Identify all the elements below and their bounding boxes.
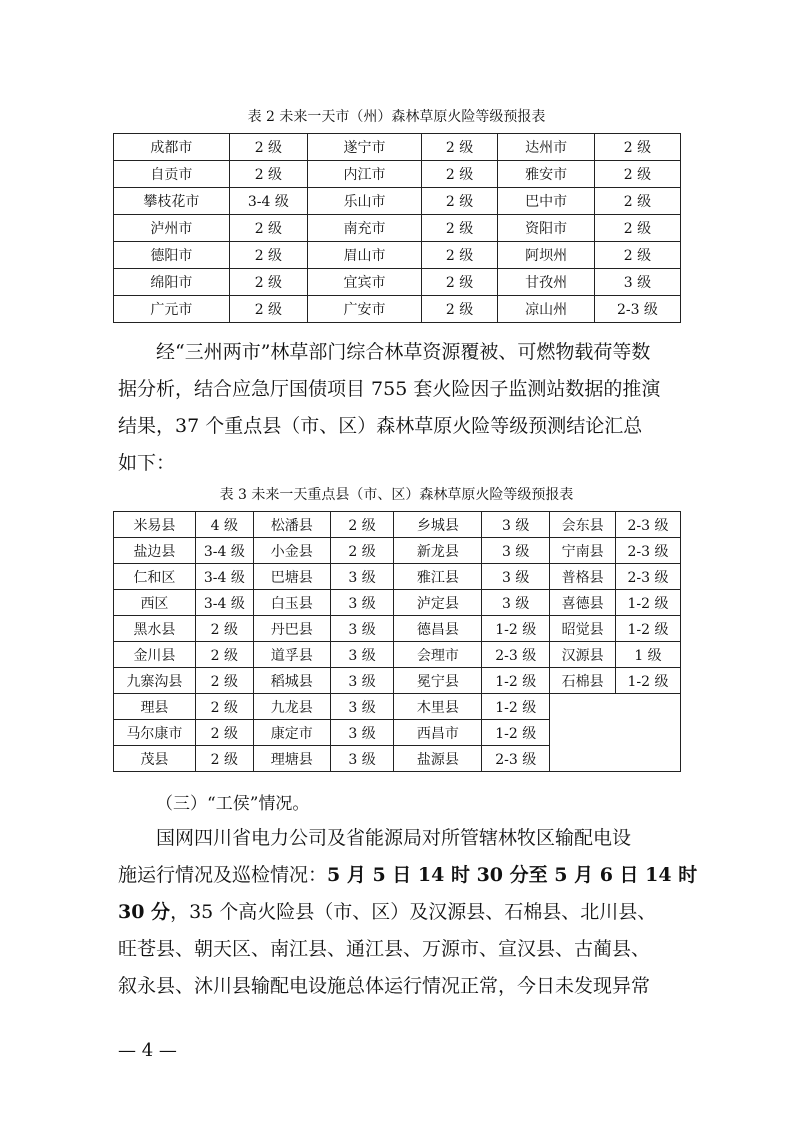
table-cell: 2-3 级 [616, 512, 681, 538]
table-cell: 3 级 [482, 512, 550, 538]
paragraph-line: 如下： [118, 452, 176, 474]
table-cell: 2 级 [421, 296, 497, 323]
table-cell: 3 级 [330, 720, 394, 746]
table-cell: 康定市 [253, 720, 330, 746]
table-cell: 2 级 [229, 134, 307, 161]
table-cell: 西昌市 [394, 720, 482, 746]
table-cell: 3 级 [330, 668, 394, 694]
table-cell: 小金县 [253, 538, 330, 564]
table-cell: 巴中市 [498, 188, 595, 215]
table-row [114, 668, 681, 694]
table-cell: 2 级 [421, 269, 497, 296]
table-cell: 马尔康市 [114, 720, 196, 746]
table-cell: 3 级 [482, 538, 550, 564]
table-cell: 1-2 级 [482, 668, 550, 694]
table-cell: 3 级 [330, 642, 394, 668]
table-cell: 泸州市 [114, 215, 230, 242]
table-cell: 茂县 [114, 746, 196, 772]
table-cell: 盐源县 [394, 746, 482, 772]
paragraph-analysis [118, 334, 678, 482]
table-cell: 丹巴县 [253, 616, 330, 642]
table-cell: 3 级 [330, 564, 394, 590]
table-cell: 南充市 [308, 215, 422, 242]
table-cell: 仁和区 [114, 564, 196, 590]
table-row [114, 296, 681, 323]
section-heading: （三）“工侯”情况。 [156, 794, 310, 814]
table-cell: 2 级 [229, 269, 307, 296]
table-cell: 2 级 [229, 242, 307, 269]
table-cell: 3-4 级 [195, 538, 253, 564]
table-cell: 2 级 [195, 720, 253, 746]
table-cell: 2 级 [195, 642, 253, 668]
text-bold: 30 分 [118, 901, 171, 923]
table-cell: 1-2 级 [616, 668, 681, 694]
table2-caption: 表 2 未来一天市（州）森林草原火险等级预报表 [247, 109, 546, 125]
table-row [114, 564, 681, 590]
table-cell: 2 级 [594, 134, 680, 161]
table-cell: 1-2 级 [482, 720, 550, 746]
table3-caption: 表 3 未来一天重点县（市、区）森林草原火险等级预报表 [219, 487, 574, 503]
table-cell: 眉山市 [308, 242, 422, 269]
table-cell: 2 级 [195, 616, 253, 642]
table-row [114, 215, 681, 242]
paragraph-line: 经“三州两市”林草部门综合林草资源覆被、可燃物载荷等数 [156, 341, 651, 363]
table-cell: 宜宾市 [308, 269, 422, 296]
table-cell: 2 级 [195, 694, 253, 720]
table-cell: 资阳市 [498, 215, 595, 242]
table-cell: 2 级 [229, 161, 307, 188]
table-cell: 3 级 [594, 269, 680, 296]
table-cell: 德阳市 [114, 242, 230, 269]
table-cell: 1-2 级 [482, 694, 550, 720]
table-cell: 2 级 [421, 161, 497, 188]
table-row [114, 512, 681, 538]
table-cell: 遂宁市 [308, 134, 422, 161]
table-cell: 成都市 [114, 134, 230, 161]
table-cell-empty [550, 694, 681, 772]
table-cell: 达州市 [498, 134, 595, 161]
table-cell: 2 级 [229, 296, 307, 323]
table-cell: 2 级 [195, 668, 253, 694]
table-cell: 松潘县 [253, 512, 330, 538]
table-cell: 乐山市 [308, 188, 422, 215]
table-cell: 2 级 [421, 134, 497, 161]
table-cell: 3 级 [330, 694, 394, 720]
table-cell: 2 级 [594, 188, 680, 215]
table-cell: 3 级 [482, 590, 550, 616]
table-cell: 甘孜州 [498, 269, 595, 296]
table-cell: 3 级 [482, 564, 550, 590]
table-cell: 九龙县 [253, 694, 330, 720]
table-cell: 广元市 [114, 296, 230, 323]
table-cell: 自贡市 [114, 161, 230, 188]
paragraph-line: 结果，37 个重点县（市、区）森林草原火险等级预测结论汇总 [118, 415, 643, 437]
table-cell: 3 级 [330, 590, 394, 616]
paragraph-line: 据分析，结合应急厅国债项目 755 套火险因子监测站数据的推演 [118, 378, 661, 400]
table-cell: 昭觉县 [550, 616, 616, 642]
paragraph-line: 旺苍县、朝天区、南江县、通江县、万源市、宣汉县、古蔺县、 [118, 938, 651, 960]
table-cell: 普格县 [550, 564, 616, 590]
table-cell: 1-2 级 [616, 616, 681, 642]
table-cell: 2 级 [594, 161, 680, 188]
table-cell: 石棉县 [550, 668, 616, 694]
table-cell: 2 级 [195, 746, 253, 772]
table-cell: 汉源县 [550, 642, 616, 668]
table-cell: 2 级 [421, 242, 497, 269]
table-row [114, 616, 681, 642]
table-row [114, 694, 681, 720]
table-row [114, 538, 681, 564]
table3 [113, 511, 681, 772]
table-cell: 2-3 级 [482, 642, 550, 668]
table-cell: 2 级 [229, 215, 307, 242]
table-row [114, 134, 681, 161]
table-row [114, 242, 681, 269]
table-cell: 黑水县 [114, 616, 196, 642]
table-cell: 喜德县 [550, 590, 616, 616]
table-cell: 白玉县 [253, 590, 330, 616]
table-cell: 理塘县 [253, 746, 330, 772]
table-cell: 内江市 [308, 161, 422, 188]
table-cell: 2-3 级 [616, 564, 681, 590]
paragraph-line: 国网四川省电力公司及省能源局对所管辖林牧区输配电设 [156, 827, 632, 849]
table-cell: 2 级 [594, 242, 680, 269]
table-cell: 会东县 [550, 512, 616, 538]
table-row [114, 161, 681, 188]
table-cell: 2 级 [330, 538, 394, 564]
table-cell: 理县 [114, 694, 196, 720]
table-cell: 3-4 级 [229, 188, 307, 215]
table-cell: 3-4 级 [195, 590, 253, 616]
table-cell: 会理市 [394, 642, 482, 668]
page-number: — 4 — [118, 1040, 177, 1061]
table-cell: 盐边县 [114, 538, 196, 564]
table-cell: 2-3 级 [482, 746, 550, 772]
table2 [113, 133, 681, 323]
table-cell: 2 级 [421, 188, 497, 215]
table-cell: 乡城县 [394, 512, 482, 538]
table-cell: 阿坝州 [498, 242, 595, 269]
table-cell: 绵阳市 [114, 269, 230, 296]
table-cell: 1-2 级 [616, 590, 681, 616]
text-plain: ，35 个高火险县（市、区）及汉源县、石棉县、北川县、 [170, 901, 657, 923]
table-row [114, 269, 681, 296]
table-cell: 雅安市 [498, 161, 595, 188]
table-cell: 米易县 [114, 512, 196, 538]
table-cell: 1-2 级 [482, 616, 550, 642]
paragraph-line [118, 894, 678, 931]
table-cell: 新龙县 [394, 538, 482, 564]
table-cell: 宁南县 [550, 538, 616, 564]
table-cell: 2-3 级 [616, 538, 681, 564]
text-bold: 5 月 5 日 14 时 30 分至 5 月 6 日 14 时 [327, 864, 698, 886]
table-cell: 九寨沟县 [114, 668, 196, 694]
table-cell: 道孚县 [253, 642, 330, 668]
table-cell: 3 级 [330, 616, 394, 642]
table-row [114, 642, 681, 668]
table-cell: 1 级 [616, 642, 681, 668]
table-cell: 3-4 级 [195, 564, 253, 590]
table-cell: 泸定县 [394, 590, 482, 616]
table-cell: 2 级 [594, 215, 680, 242]
paragraph-power [118, 820, 698, 1005]
paragraph-line: 叙永县、沐川县输配电设施总体运行情况正常，今日未发现异常 [118, 975, 651, 997]
table-cell: 稻城县 [253, 668, 330, 694]
table-cell: 木里县 [394, 694, 482, 720]
table-cell: 西区 [114, 590, 196, 616]
text-plain: 施运行情况及巡检情况： [118, 864, 328, 886]
paragraph-line [118, 857, 698, 894]
table-cell: 2 级 [330, 512, 394, 538]
table-row [114, 188, 681, 215]
table-cell: 2 级 [421, 215, 497, 242]
table-cell: 雅江县 [394, 564, 482, 590]
table-cell: 广安市 [308, 296, 422, 323]
table-cell: 2-3 级 [594, 296, 680, 323]
table-cell: 凉山州 [498, 296, 595, 323]
table-cell: 4 级 [195, 512, 253, 538]
table-cell: 冕宁县 [394, 668, 482, 694]
table-cell: 3 级 [330, 746, 394, 772]
table-cell: 金川县 [114, 642, 196, 668]
table-cell: 攀枝花市 [114, 188, 230, 215]
table-row [114, 590, 681, 616]
table-cell: 巴塘县 [253, 564, 330, 590]
table-cell: 德昌县 [394, 616, 482, 642]
